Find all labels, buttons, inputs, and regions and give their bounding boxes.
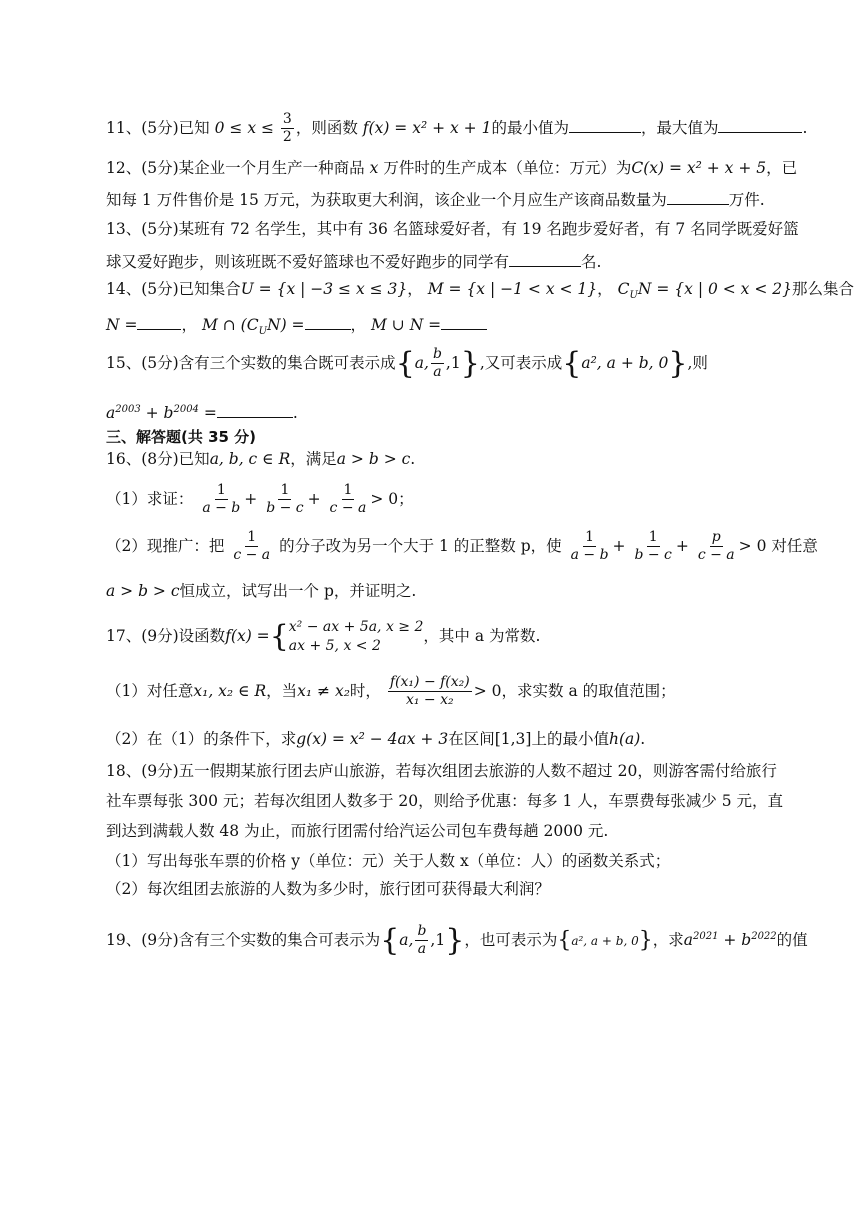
question-17-part2: （2）在（1）的条件下，求g(x) = x² − 4ax + 3在区间[1,3]上的最小值h(a).: [106, 730, 646, 748]
section-heading: 三、解答题(共 35 分): [106, 428, 257, 446]
q14-set-cn: $C_UN = \{x$ | 0 < x < 2}: [617, 280, 792, 302]
question-17: 17、(9分)设函数f(x) ={ x² − ax + 5a, x ≥ 2 ax + 5, x < 2 ，其中 a 为常数.: [106, 619, 541, 654]
q14-blank-intersection[interactable]: [305, 315, 351, 330]
question-16: 16、(8分)已知a, b, c ∈ R，满足a > b > c.: [106, 450, 416, 468]
question-14: 14、(5分)已知集合U = {x | −3 ≤ x ≤ 3}， M = {x | −1 < x < 1}， $C_UN = \{x$ | 0 < x < 2}那么集合: [106, 280, 854, 302]
question-18-line2: 社车票每张 300 元；若每次组团人数多于 20，则给予优惠：每多 1 人，车票费每张减少 5 元，直: [106, 792, 784, 810]
q14-set-m: M = {x | −1 < x < 1}: [427, 280, 598, 298]
question-19: 19、(9分)含有三个实数的集合可表示为{a, $\frac{b}{a}$ ,1}，也可表示为{a², a + b, 0}，求$a^{2021} + b^{2022}$的值: [106, 922, 808, 958]
q11-label: 11、(5分)已知: [106, 118, 210, 137]
question-18-part2: （2）每次组团去旅游的人数为多少时，旅行团可获得最大利润？: [106, 880, 550, 898]
question-16-part2: （2）现推广：把 $\frac{1}{c - a}$ 的分子改为另一个大于 1 的正整数 p，使 $\frac{1}{a - b}$ + $\frac{1}{b - c}$ + $\frac{p}{c - a}$ > 0 对任意: [106, 529, 818, 564]
q15-blank[interactable]: [217, 403, 293, 418]
question-13-line2: 球又爱好跑步，则该班既不爱好篮球也不爱好跑步的同学有 名.: [106, 253, 602, 271]
question-13: 13、(5分)某班有 72 名学生，其中有 36 名篮球爱好者，有 19 名跑步爱好者，有 7 名同学既爱好篮: [106, 220, 799, 238]
q11-blank-max[interactable]: [718, 118, 802, 133]
question-15: 15、(5分)含有三个实数的集合既可表示成{a, $\frac{b}{a}$ ,1},又可表示成{a², a + b, 0},则: [106, 345, 708, 381]
question-12-line2: 知每 1 万件售价是 15 万元，为获取更大利润，该企业一个月应生产该商品数量为 万件.: [106, 191, 765, 209]
q12-cost-function: C(x) = x² + x + 5: [631, 159, 767, 177]
q12-blank[interactable]: [667, 190, 729, 205]
q14-blank-n[interactable]: [137, 315, 181, 330]
question-14-line2: N = ， M ∩ $(C_UN)$ = ， M ∪ N =: [106, 315, 760, 337]
question-17-part1: （1）对任意x₁, x₂ ∈ R，当x₁ ≠ x₂时， $\frac{\text{f(x₁) − f(x₂)}}{\text{x₁ − x₂}}$ > 0，求实数 a 的取值范围；: [106, 674, 676, 709]
q11-function: f(x) = x² + x + 1: [362, 118, 492, 137]
question-11: 11、(5分)已知 0 ≤ x ≤ $\frac{3}{2}$ ，则函数 f(x) = x² + x + 1的最小值为 ，最大值为 .: [106, 111, 808, 146]
q11-fraction: $\frac{3}{2}$: [282, 111, 292, 146]
q11-blank-min[interactable]: [569, 118, 641, 133]
question-16-part2-line2: a > b > c恒成立，试写出一个 p，并证明之.: [106, 582, 417, 600]
question-15-line2: $a^{2003} + b^{2004}$ = .: [106, 403, 298, 422]
q14-blank-union[interactable]: [441, 315, 487, 330]
question-18: 18、(9分)五一假期某旅行团去庐山旅游，若每次组团去旅游的人数不超过 20，则游客需付给旅行: [106, 762, 777, 780]
q13-blank[interactable]: [509, 252, 581, 267]
q14-set-u: U = {x | −3 ≤ x ≤ 3}: [240, 280, 408, 298]
question-16-part1: （1）求证： $\frac{1}{a - b}$ + $\frac{1}{b - c}$ + $\frac{1}{c - a}$ > 0；: [106, 482, 414, 517]
q11-condition: 0 ≤ x ≤: [214, 118, 274, 137]
question-18-part1: （1）写出每张车票的价格 y（单位：元）关于人数 x（单位：人）的函数关系式；: [106, 852, 671, 870]
question-12: 12、(5分)某企业一个月生产一种商品 x 万件时的生产成本（单位：万元）为C(x) = x² + x + 5，已: [106, 159, 798, 177]
question-18-line3: 到达到满载人数 48 为止，而旅行团需付给汽运公司包车费每趟 2000 元.: [106, 822, 609, 840]
